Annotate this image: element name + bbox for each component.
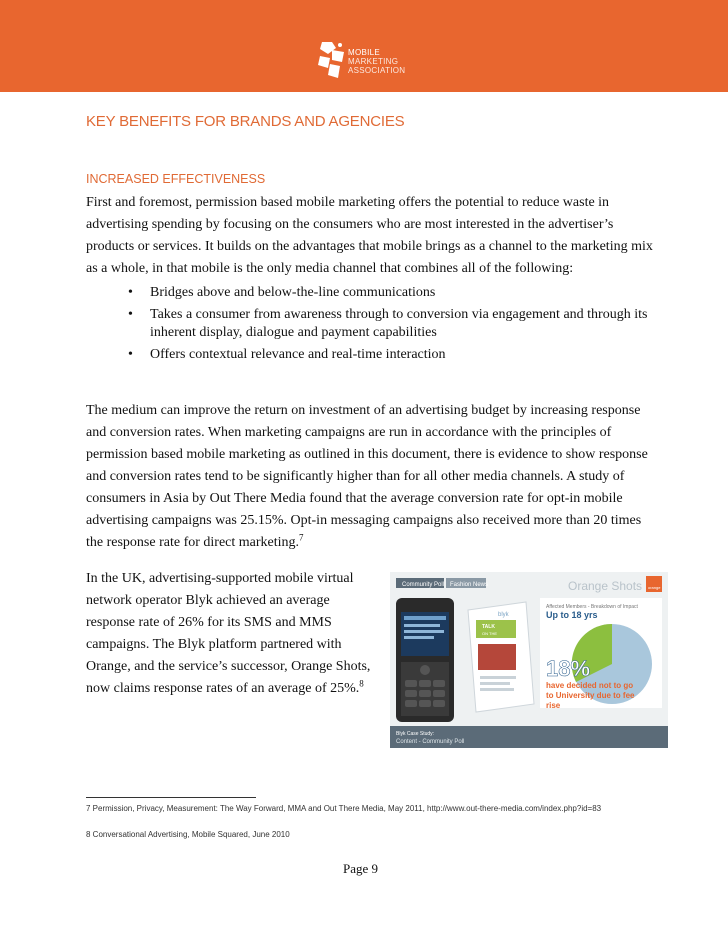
- bullet-glyph: •: [128, 347, 133, 362]
- phone-screen-line: [404, 616, 446, 620]
- bullet-text: Offers contextual relevance and real-time interaction: [150, 347, 446, 362]
- bullet-glyph: •: [128, 307, 133, 322]
- stat-text-line-1: have decided not to go: [546, 681, 634, 690]
- doc-heading: KEY BENEFITS FOR BRANDS AND AGENCIES: [86, 113, 405, 130]
- bullet-glyph: •: [128, 285, 133, 300]
- mma-logo-icon: [318, 40, 348, 80]
- paragraph-2: [86, 400, 656, 554]
- logo-line-1: MOBILE: [348, 48, 381, 57]
- bullet-list: [128, 284, 658, 368]
- figure-svg: [390, 572, 668, 748]
- footnote-ref-8[interactable]: 8: [359, 678, 364, 689]
- orange-logo-text: orange: [648, 585, 661, 590]
- bullet-item: [128, 346, 658, 364]
- blyk-case-study-figure: [390, 572, 668, 748]
- paragraph-1: First and foremost, permission based mobile marketing offers the potential to reduce waste in advertising spending by focusing on the consumers who are most interested in the advertiser’s products or services. It builds on the advantages that mobile brings as a channel to the marketing mix as a whole, in that mobile is the only media channel that combines all of the following:: [86, 195, 653, 276]
- stats-panel-title: Affected Members - Breakdown of Impact: [546, 604, 638, 610]
- logo-line-2: MARKETING: [348, 57, 399, 66]
- bullet-item: [128, 284, 658, 302]
- footnote-separator: [86, 797, 256, 798]
- paragraph-2-text: The medium can improve the return on investment of an advertising budget by increasing response and conversion rates. When marketing campaigns are run in accordance with the principles of permission based mobile marketing as outlined in this document, there is evidence to show response and conversion rates tend to be significantly higher than for all other media channels. A study of consumers in Asia by Out There Media found that the average conversion rate for opt-in mobile advertising campaigns was 25.15%. Opt-in messaging campaigns also received more than 20 times the response rate for direct marketing.: [86, 403, 648, 550]
- ad-card-line: [480, 682, 510, 685]
- phone-screen-line: [404, 624, 440, 627]
- stat-value: 18%: [546, 656, 591, 681]
- footnote-8: 8 Conversational Advertising, Mobile Squared, June 2010: [86, 830, 290, 839]
- tab-community-poll-label: Community Poll: [402, 582, 445, 588]
- phone-screen-line: [404, 630, 444, 633]
- case-study-label: Blyk Case Study:: [396, 731, 435, 737]
- stats-panel-subtitle: Up to 18 yrs: [546, 610, 598, 620]
- header-band: [0, 0, 728, 92]
- stat-text-line-3: rise: [546, 701, 561, 710]
- ad-card-photo: [478, 644, 516, 670]
- paragraph-3: [86, 568, 371, 700]
- ad-card-blyk: blyk: [498, 612, 509, 618]
- stat-text-line-2: to University due to fee: [546, 691, 635, 700]
- ad-card-word-1: TALK: [482, 624, 495, 630]
- bullet-item: [128, 306, 658, 342]
- page-number: Page 9: [343, 861, 379, 876]
- phone-screen-line: [404, 636, 434, 639]
- ad-card-line: [480, 676, 516, 679]
- logo-line-3: ASSOCIATION: [348, 66, 406, 75]
- phone-keys: [405, 680, 445, 707]
- mma-logo-text: [348, 48, 405, 75]
- section-heading: INCREASED EFFECTIVENESS: [86, 172, 266, 186]
- tab-fashion-news-label: Fashion News: [450, 582, 489, 588]
- brand-orange-shots: Orange Shots: [568, 579, 643, 593]
- phone-nav-key: [420, 665, 430, 675]
- mma-logo: [318, 40, 418, 84]
- ad-card-line: [480, 688, 514, 691]
- bullet-text: Bridges above and below-the-line communications: [150, 285, 436, 300]
- case-study-sub: Content - Community Poll: [396, 739, 465, 745]
- footnote-ref-7[interactable]: 7: [299, 532, 304, 543]
- paragraph-3-text: In the UK, advertising-supported mobile virtual network operator Blyk achieved an average response rate of 26% for its SMS and MMS campaigns. The Blyk platform partnered with Orange, and the service’s successor, Orange Shots, now claims response rates of an average of 25%.: [86, 571, 371, 696]
- footnote-7: 7 Permission, Privacy, Measurement: The Way Forward, MMA and Out There Media, May 2011, http://www.out-there-media.com/index.php?id=83: [86, 804, 602, 813]
- ad-card-word-2: ON THE: [482, 631, 498, 636]
- bullet-text: Takes a consumer from awareness through to conversion via engagement and through its inherent display, dialogue and payment capabilities: [150, 307, 648, 340]
